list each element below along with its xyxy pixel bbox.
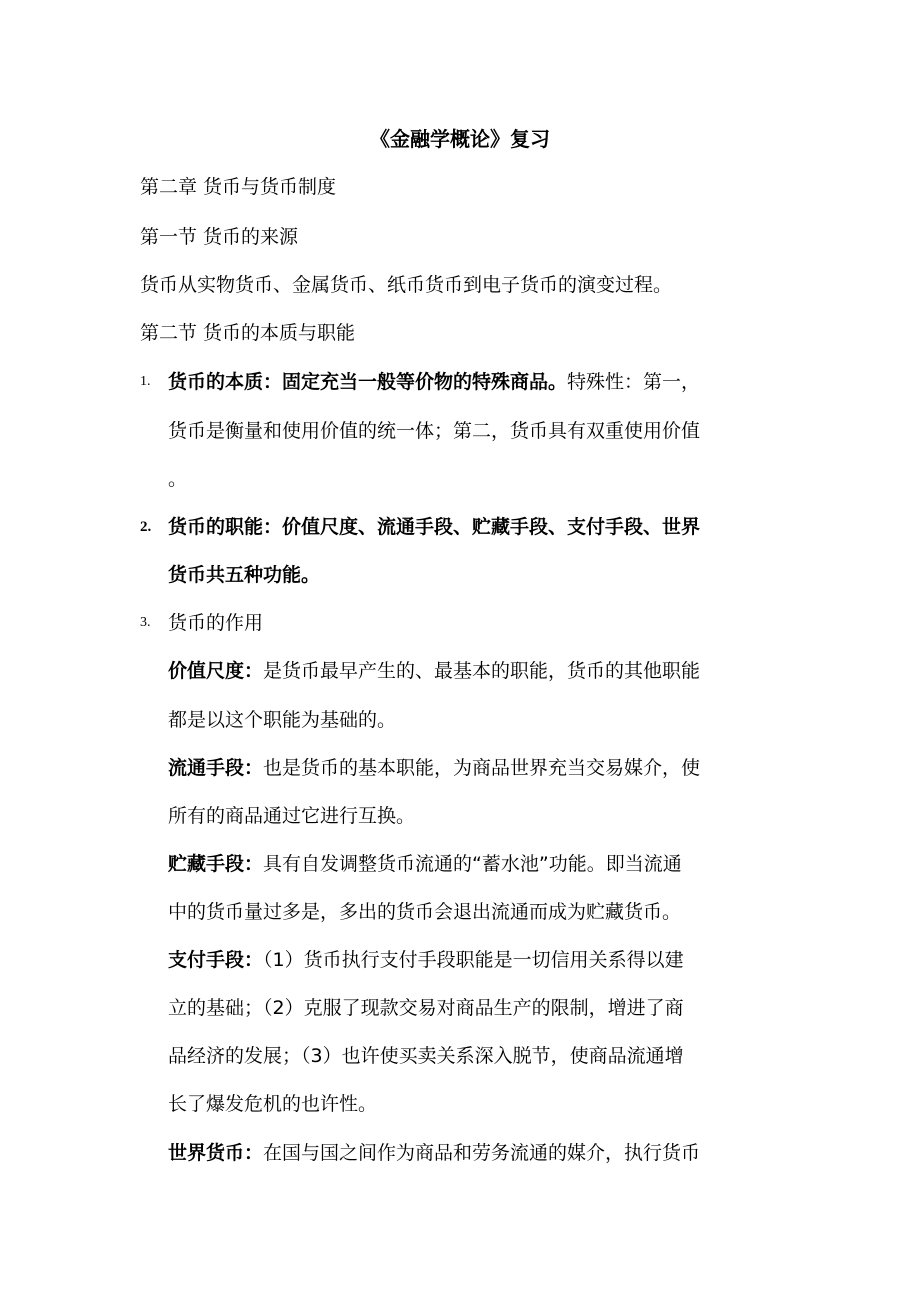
item1-line2: 货币是衡量和使用价值的统一体；第二，货币具有双重使用价值 bbox=[168, 420, 701, 442]
item-number-1: 1. bbox=[140, 374, 151, 389]
world-text: 在国与国之间作为商品和劳务流通的媒介，执行货币 bbox=[263, 1142, 701, 1164]
measure-line2: 都是以这个职能为基础的。 bbox=[168, 709, 397, 731]
section-heading-origin: 第一节 货币的来源 bbox=[140, 226, 299, 248]
payment-line4: 长了爆发危机的也许性。 bbox=[168, 1093, 378, 1115]
measure-line1 bbox=[168, 656, 700, 686]
circulation-text: 也是货币的基本职能，为商品世界充当交易媒介，使 bbox=[263, 757, 701, 779]
hoarding-line2: 中的货币量过多是，多出的货币会退出流通而成为贮藏货币。 bbox=[168, 901, 682, 923]
item-number-2: 2. bbox=[140, 519, 152, 535]
item-number-3: 3. bbox=[140, 615, 151, 630]
document-title: 《金融学概论》复习 bbox=[370, 127, 550, 151]
circulation-line2: 所有的商品通过它进行互换。 bbox=[168, 805, 416, 827]
payment-line2: 立的基础；（2）克服了现款交易对商品生产的限制，增进了商 bbox=[168, 997, 684, 1019]
world-term: 世界货币： bbox=[168, 1142, 264, 1164]
measure-term: 价值尺度： bbox=[168, 660, 264, 682]
circulation-term: 流通手段： bbox=[168, 757, 264, 779]
item1-line1 bbox=[168, 367, 700, 397]
item2-line1: 货币的职能：价值尺度、流通手段、贮藏手段、支付手段、世界 bbox=[168, 516, 701, 538]
hoarding-term: 贮藏手段： bbox=[168, 853, 264, 875]
section-heading-nature: 第二节 货币的本质与职能 bbox=[140, 322, 356, 344]
chapter-heading: 第二章 货币与货币制度 bbox=[140, 176, 337, 198]
payment-term: 支付手段： bbox=[168, 949, 264, 971]
item2-line2: 货币共五种功能。 bbox=[168, 564, 321, 586]
circulation-line1 bbox=[168, 753, 700, 783]
section-origin-text: 货币从实物货币、金属货币、纸币货币到电子货币的演变过程。 bbox=[140, 274, 673, 296]
item1-line3: 。 bbox=[168, 468, 188, 490]
payment-line1 bbox=[168, 945, 684, 975]
item3-label: 货币的作用 bbox=[168, 612, 264, 634]
payment-text: （1）货币执行支付手段职能是一切信用关系得以建 bbox=[263, 949, 684, 971]
world-line1 bbox=[168, 1138, 700, 1168]
payment-line3: 品经济的发展；（3）也许使买卖关系深入脱节，使商品流通增 bbox=[168, 1045, 684, 1067]
hoarding-line1 bbox=[168, 849, 682, 879]
measure-text: 是货币最早产生的、最基本的职能，货币的其他职能 bbox=[263, 660, 701, 682]
hoarding-text: 具有自发调整货币流通的“蓄水池”功能。即当流通 bbox=[263, 853, 682, 875]
item1-rest-text: 特殊性：第一， bbox=[567, 371, 701, 393]
item1-bold-text: 货币的本质：固定充当一般等价物的特殊商品。 bbox=[168, 371, 568, 393]
